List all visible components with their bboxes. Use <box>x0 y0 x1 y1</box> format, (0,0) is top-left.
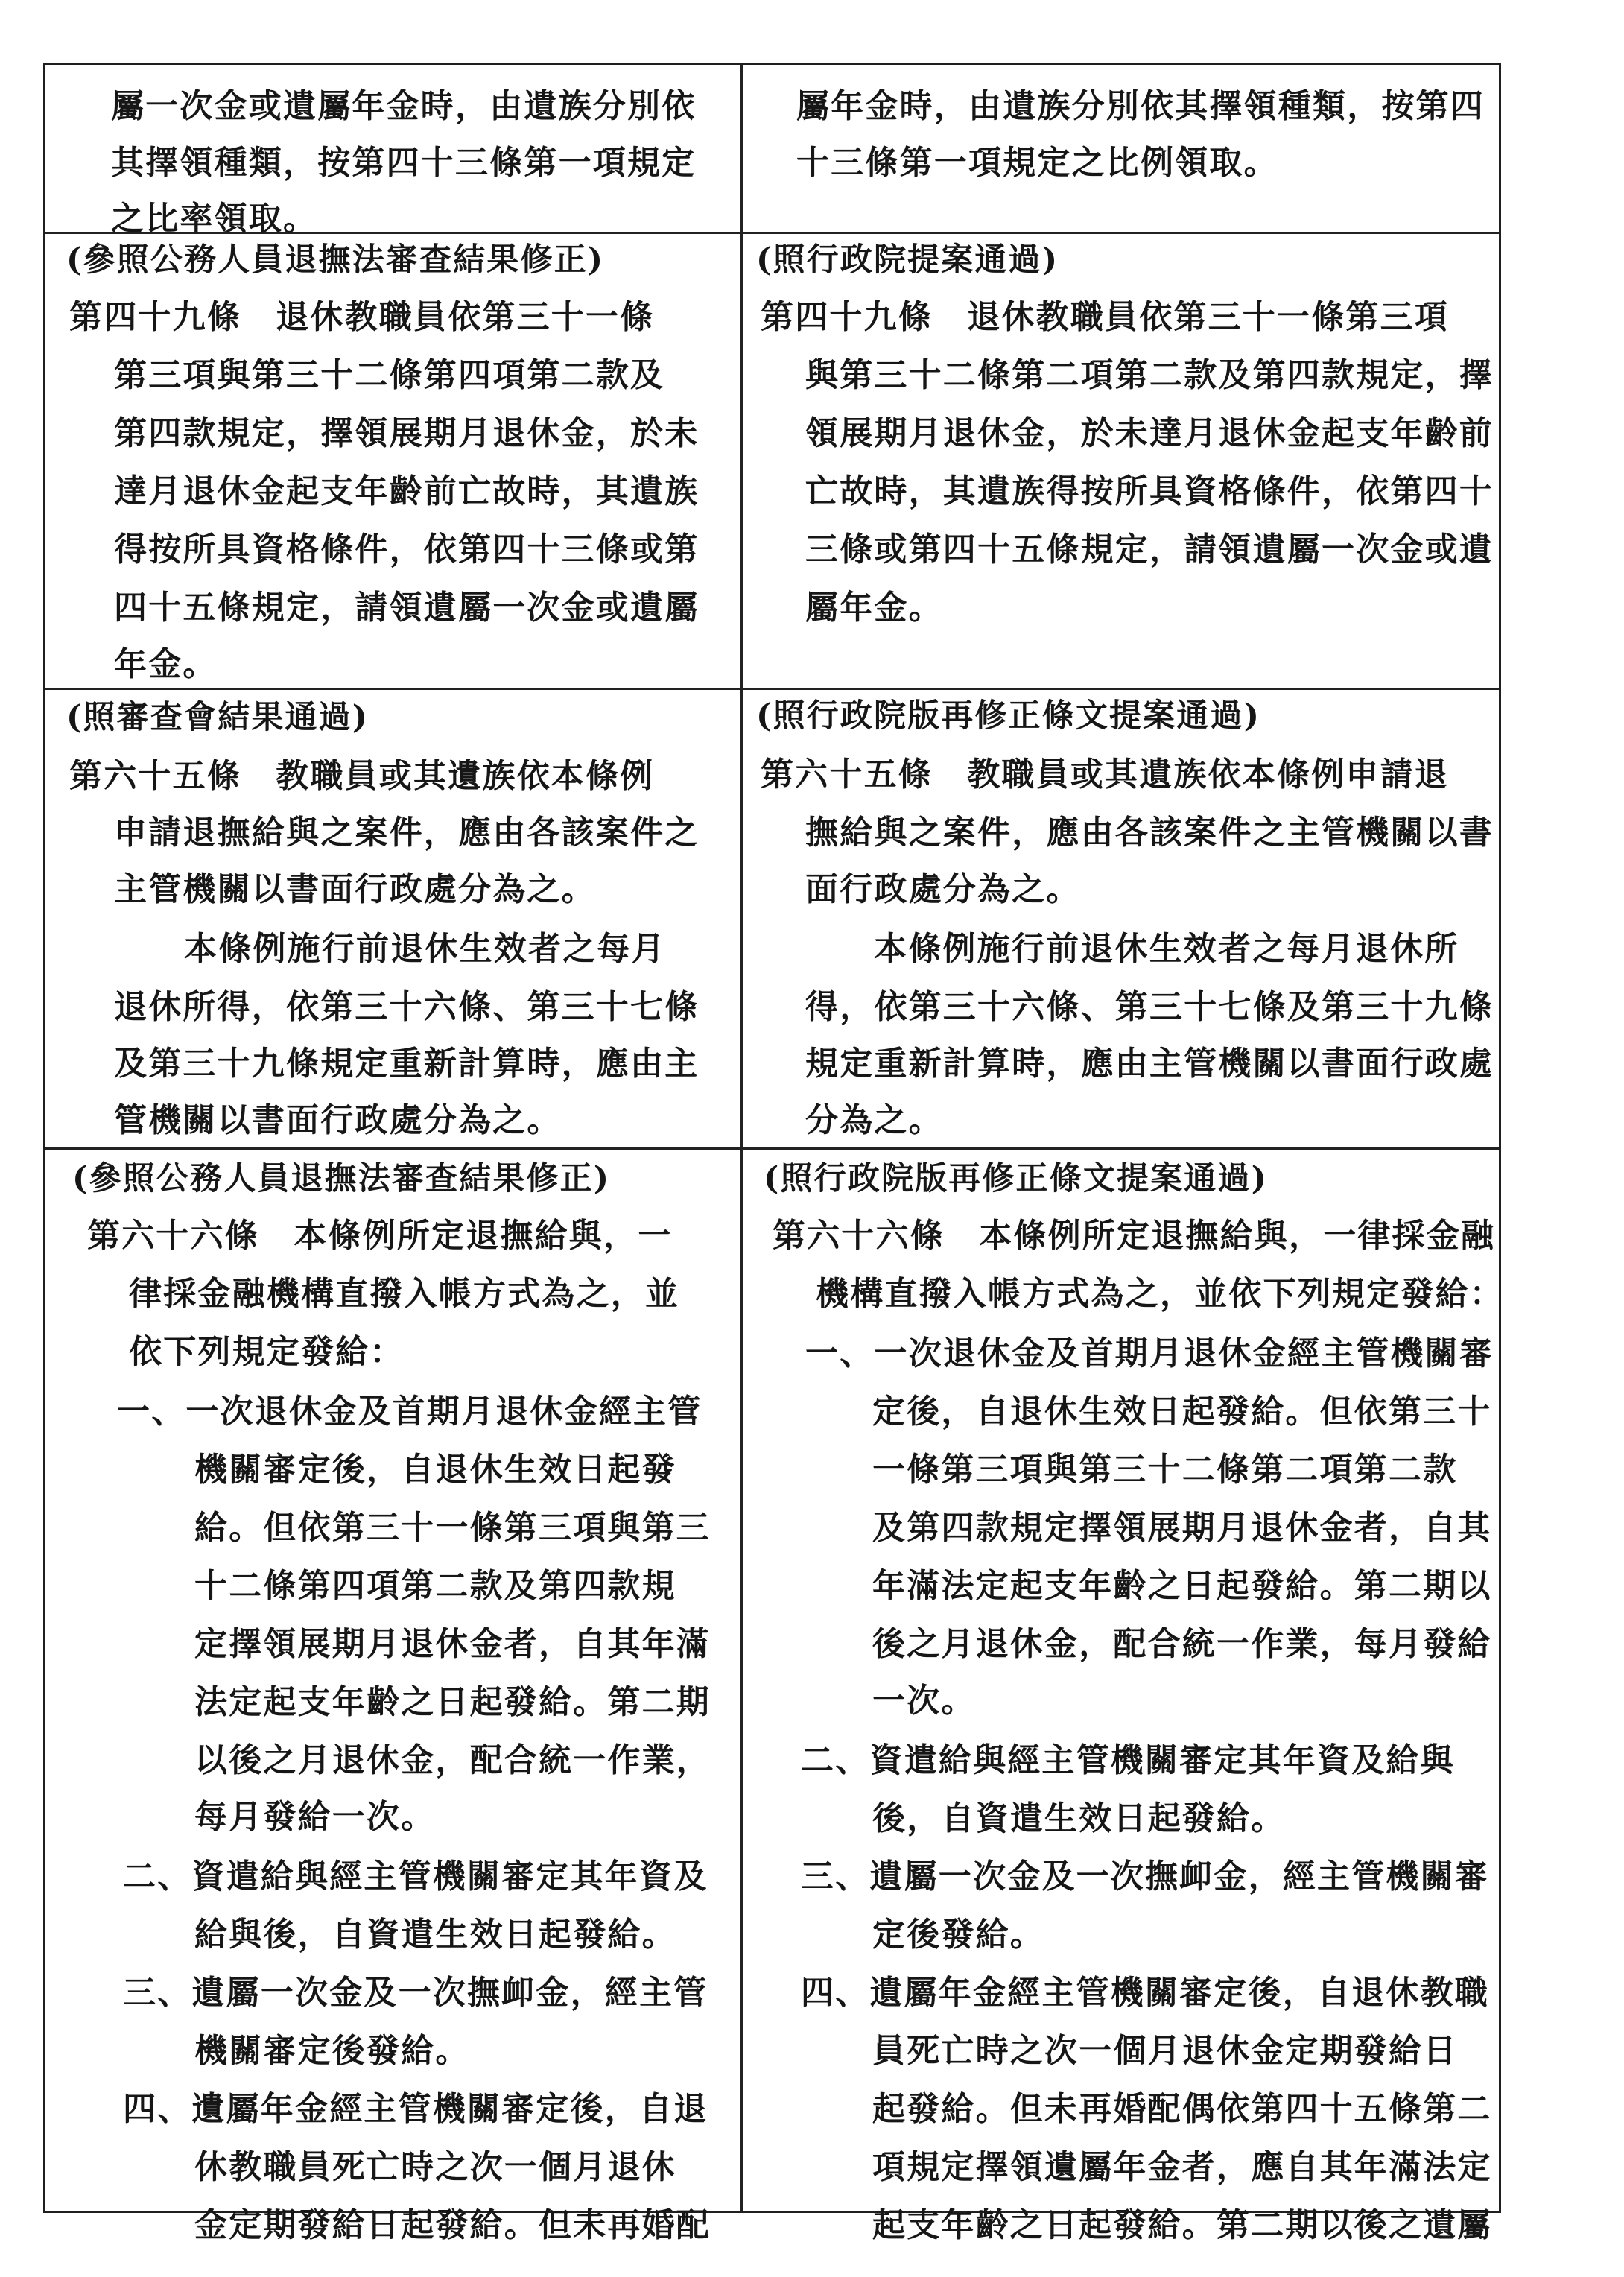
text-line: 第三項與第三十二條第四項第二款及 <box>114 356 665 394</box>
text-line: 定擇領展期月退休金者，自其年滿 <box>194 1625 711 1663</box>
article-heading-line: 第四十九條 退休教職員依第三十一條 <box>69 298 655 336</box>
text-line: 及第四款規定擇領展期月退休金者，自其 <box>872 1509 1492 1547</box>
text-line: 起發給。但未再婚配偶依第四十五條第二 <box>872 2090 1492 2128</box>
section-tag: (照行政院版再修正條文提案通過) <box>756 697 1261 735</box>
row1-left-cell <box>45 65 743 238</box>
text-line: 每月發給一次。 <box>194 1798 436 1836</box>
text-line: 面行政處分為之。 <box>805 870 1081 908</box>
text-line: 起支年齡之日起發給。第二期以後之遺屬 <box>872 2206 1492 2244</box>
text-line: 與第三十二條第二項第二款及第四款規定，擇 <box>805 356 1494 394</box>
text-line: 機關審定後發給。 <box>194 2032 470 2070</box>
text-line: 法定起支年齡之日起發給。第二期 <box>194 1683 711 1721</box>
text-line: 本條例施行前退休生效者之每月退休所 <box>874 930 1459 968</box>
article-heading-line: 第六十五條 教職員或其遺族依本條例申請退 <box>761 756 1449 794</box>
section-tag: (照行政院版再修正條文提案通過) <box>764 1160 1269 1197</box>
text-line: 其擇領種類，按第四十三條第一項規定 <box>111 144 697 182</box>
text-line: 主管機關以書面行政處分為之。 <box>114 870 596 908</box>
text-line: 規定重新計算時，應由主管機關以書面行政處 <box>805 1045 1494 1083</box>
article-heading-line: 第六十五條 教職員或其遺族依本條例 <box>69 757 655 795</box>
text-line: 四十五條規定，請領遺屬一次金或遺屬 <box>114 589 700 627</box>
article-heading-line: 第六十六條 本條例所定退撫給與，一 <box>87 1217 673 1255</box>
text-line: 十三條第一項規定之比例領取。 <box>796 144 1278 182</box>
comparison-table <box>43 63 1504 2244</box>
text-line: 項規定擇領遺屬年金者，應自其年滿法定 <box>872 2148 1492 2186</box>
text-line: 一次。 <box>872 1682 976 1720</box>
text-line: 得，依第三十六條、第三十七條及第三十九條 <box>805 988 1494 1026</box>
list-item-line: 二、資遣給與經主管機關審定其年資及 <box>123 1858 708 1896</box>
text-line: 給與後，自資遣生效日起發給。 <box>194 1916 676 1954</box>
text-line: 年滿法定起支年齡之日起發給。第二期以 <box>872 1567 1492 1605</box>
text-line: 機關審定後，自退休生效日起發 <box>194 1451 676 1489</box>
article-heading-line: 第六十六條 本條例所定退撫給與，一律採金融 <box>773 1217 1496 1255</box>
row3-left-cell <box>45 690 743 1150</box>
text-line: 退休所得，依第三十六條、第三十七條 <box>114 988 700 1026</box>
text-line: 定後發給。 <box>872 1916 1044 1954</box>
row3-right-cell <box>743 690 1499 1150</box>
text-line: 後之月退休金，配合統一作業，每月發給 <box>872 1625 1492 1663</box>
section-tag: (參照公務人員退撫法審查結果修正) <box>66 241 605 279</box>
text-line: 金定期發給日起發給。但未再婚配 <box>194 2206 711 2244</box>
list-item-line: 三、遺屬一次金及一次撫卹金，經主管機關審 <box>801 1858 1489 1896</box>
list-item-line: 四、遺屬年金經主管機關審定後，自退 <box>123 2090 708 2128</box>
text-line: 機構直撥入帳方式為之，並依下列規定發給： <box>816 1275 1504 1313</box>
text-line: 第四款規定，擇領展期月退休金，於未 <box>114 414 700 452</box>
list-item-line: 一、一次退休金及首期月退休金經主管機關審 <box>805 1334 1494 1372</box>
text-line: 屬年金時，由遺族分別依其擇領種類，按第四 <box>796 87 1485 125</box>
text-line: 三條或第四十五條規定，請領遺屬一次金或遺 <box>805 531 1494 569</box>
text-line: 以後之月退休金，配合統一作業， <box>194 1741 711 1779</box>
list-item-line: 三、遺屬一次金及一次撫卹金，經主管 <box>123 1974 708 2012</box>
row1-right-cell <box>743 65 1499 234</box>
section-tag: (參照公務人員退撫法審查結果修正) <box>72 1160 611 1197</box>
text-line: 屬一次金或遺屬年金時，由遺族分別依 <box>111 87 697 125</box>
text-line: 十二條第四項第二款及第四款規 <box>194 1567 676 1605</box>
list-item-line: 一、一次退休金及首期月退休金經主管 <box>117 1393 702 1431</box>
text-line: 得按所具資格條件，依第四十三條或第 <box>114 531 700 569</box>
text-line: 後，自資遣生效日起發給。 <box>872 1799 1286 1837</box>
row2-right-cell <box>743 234 1499 690</box>
text-line: 分為之。 <box>805 1101 943 1139</box>
text-line: 依下列規定發給： <box>129 1333 405 1371</box>
row4-right-cell <box>743 1150 1504 2244</box>
row2-left-cell <box>45 234 743 690</box>
section-tag: (照行政院提案通過) <box>756 241 1059 279</box>
list-item-line: 二、資遣給與經主管機關審定其年資及給與 <box>801 1741 1455 1779</box>
row4-left-cell <box>45 1150 743 2244</box>
text-line: 及第三十九條規定重新計算時，應由主 <box>114 1045 700 1083</box>
text-line: 一條第三項與第三十二條第二項第二款 <box>872 1451 1458 1489</box>
text-line: 領展期月退休金，於未達月退休金起支年齡前 <box>805 414 1494 452</box>
text-line: 屬年金。 <box>805 589 943 627</box>
text-line: 達月退休金起支年齡前亡故時，其遺族 <box>114 472 700 510</box>
text-line: 亡故時，其遺族得按所具資格條件，依第四十 <box>805 472 1494 510</box>
text-line: 本條例施行前退休生效者之每月 <box>184 930 666 968</box>
text-line: 之比率領取。 <box>111 200 318 238</box>
text-line: 年金。 <box>114 645 218 683</box>
text-line: 休教職員死亡時之次一個月退休 <box>194 2148 676 2186</box>
article-heading-line: 第四十九條 退休教職員依第三十一條第三項 <box>761 298 1449 336</box>
text-line: 律採金融機構直撥入帳方式為之，並 <box>129 1275 680 1313</box>
text-line: 管機關以書面行政處分為之。 <box>114 1101 562 1139</box>
section-tag: (照審查會結果通過) <box>66 699 369 736</box>
text-line: 員死亡時之次一個月退休金定期發給日 <box>872 2032 1458 2070</box>
text-line: 定後，自退休生效日起發給。但依第三十 <box>872 1393 1492 1431</box>
list-item-line: 四、遺屬年金經主管機關審定後，自退休教職 <box>801 1974 1489 2012</box>
text-line: 給。但依第三十一條第三項與第三 <box>194 1509 711 1547</box>
text-line: 申請退撫給與之案件，應由各該案件之 <box>114 814 700 852</box>
text-line: 撫給與之案件，應由各該案件之主管機關以書 <box>805 814 1494 852</box>
